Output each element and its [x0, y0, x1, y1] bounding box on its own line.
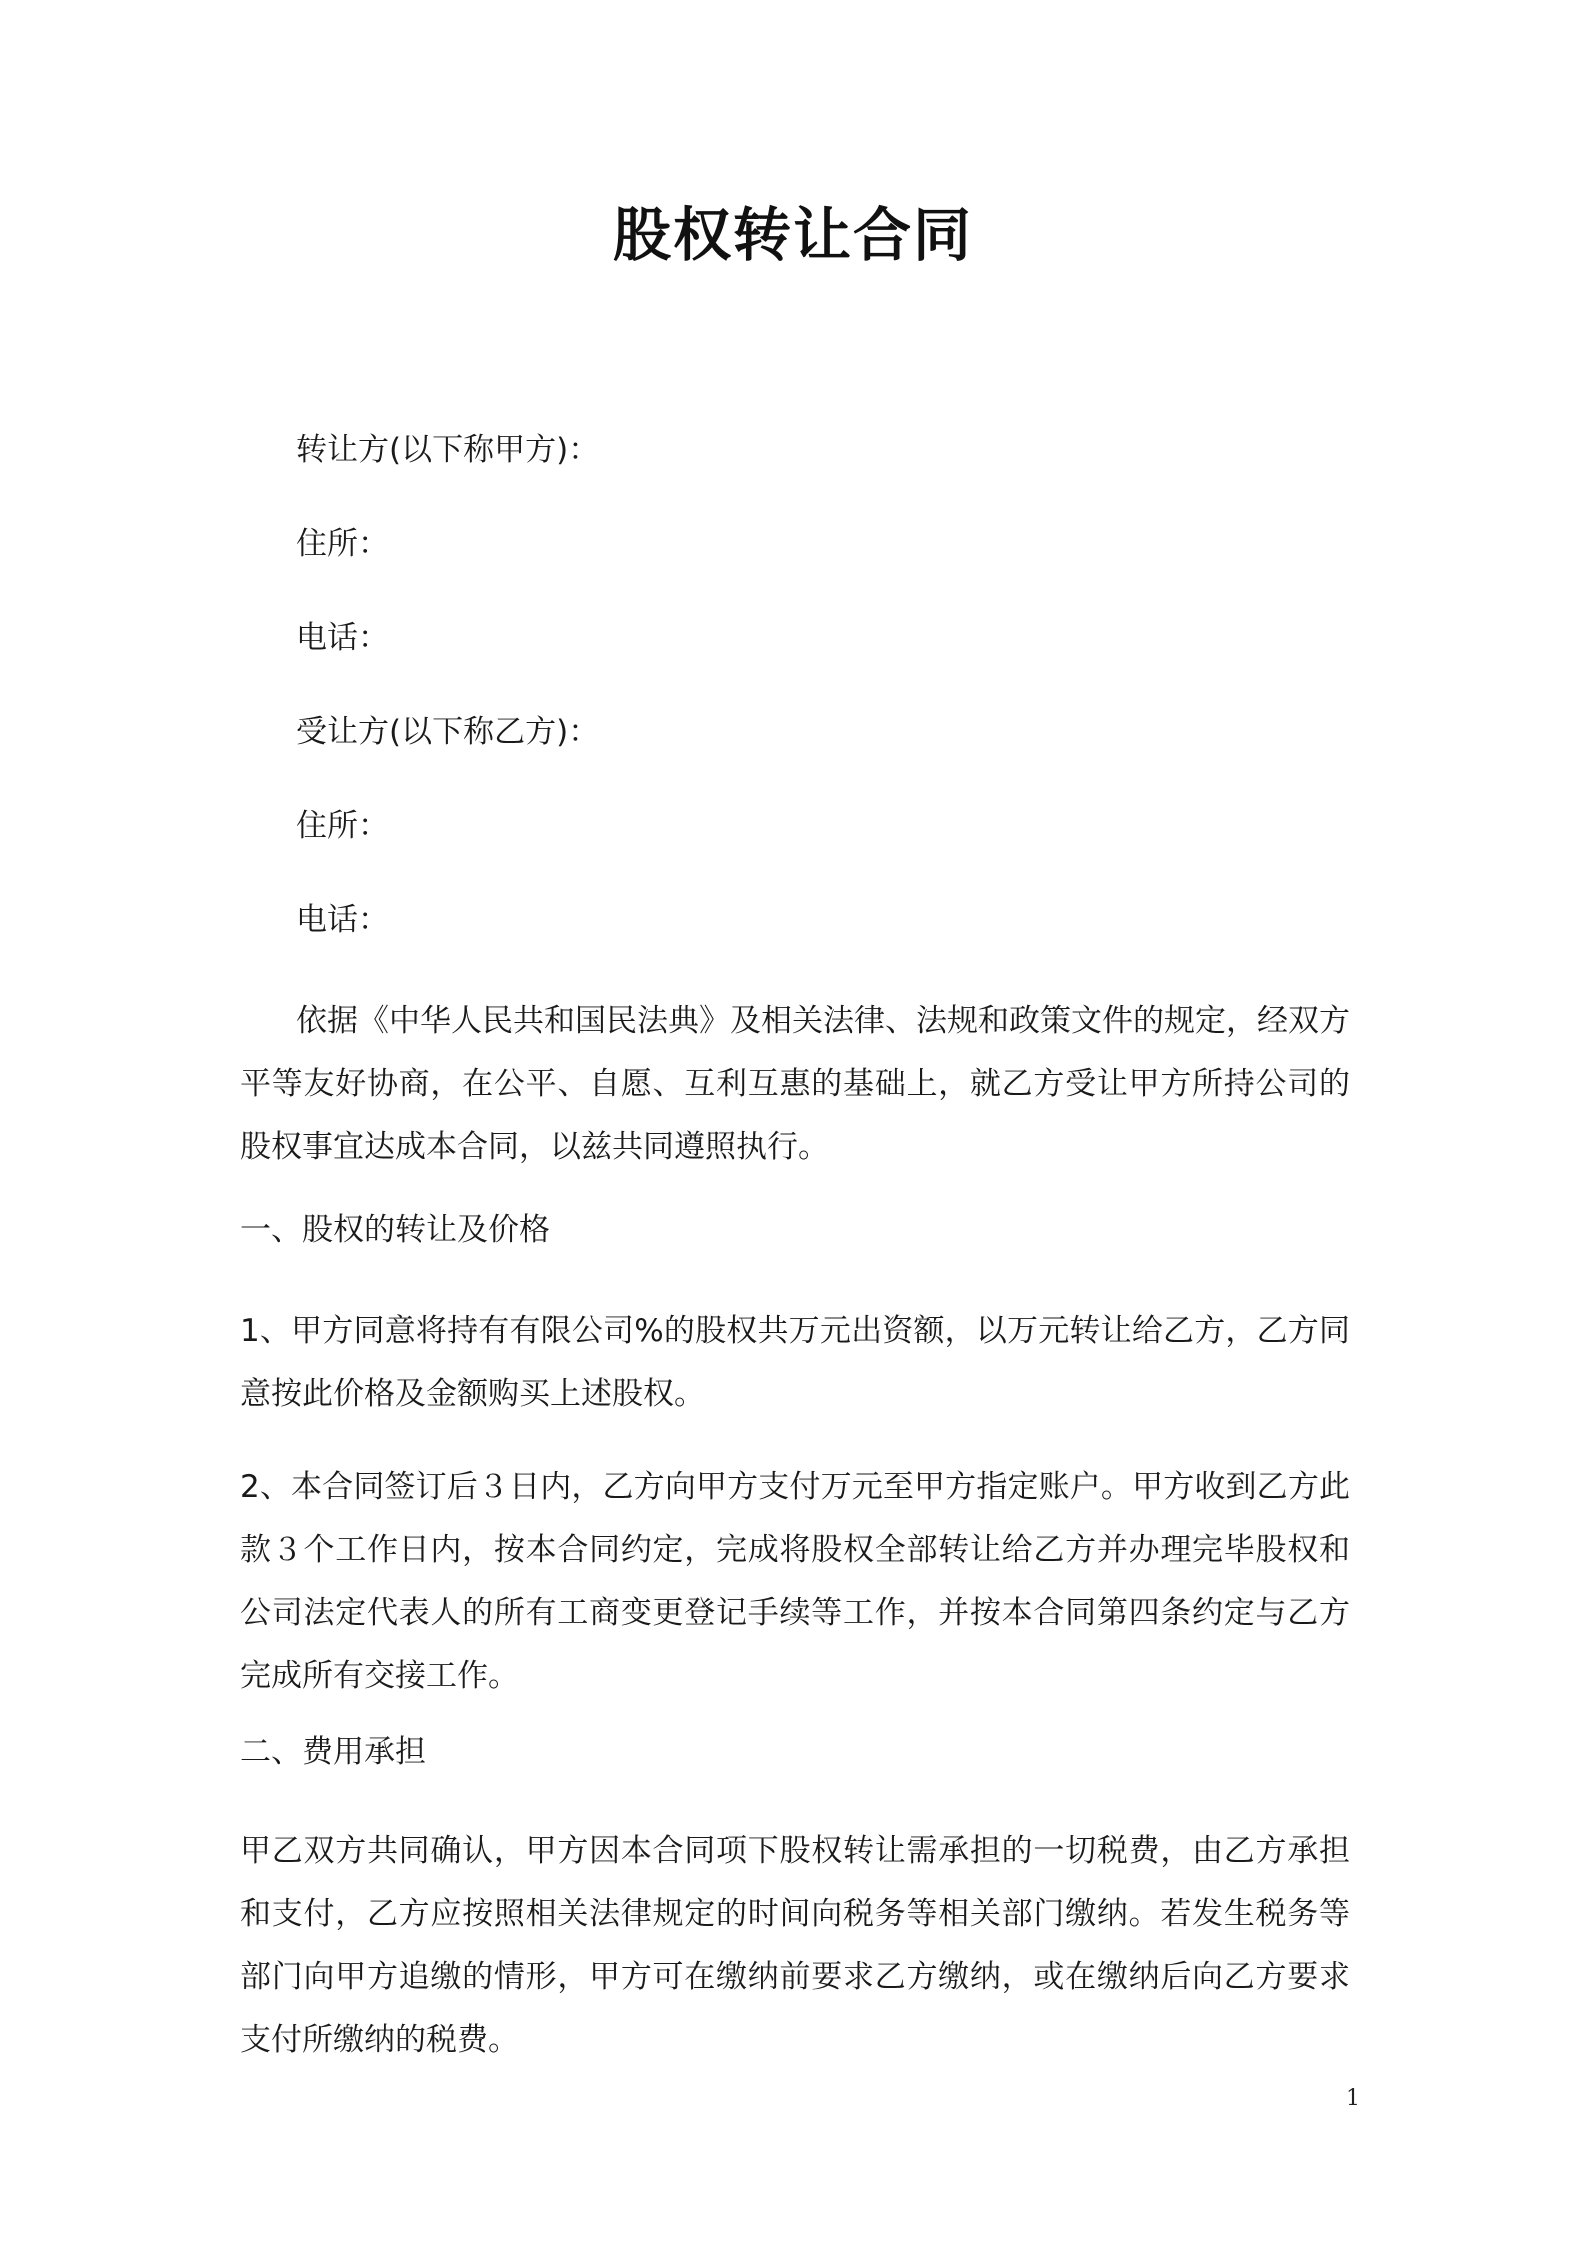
- clause-paragraph: 甲乙双方共同确认，甲方因本合同项下股权转让需承担的一切税费，由乙方承担和支付，乙方应按照相关法律规定的时间向税务等相关部门缴纳。若发生税务等部门向甲方追缴的情形，甲方可在缴纳前要求乙方缴纳，或在缴纳后向乙方要求支付所缴纳的税费。: [240, 1833, 1350, 2058]
- page-number: 1: [1346, 2086, 1360, 2111]
- transferor-label: 转让方(以下称甲方)：: [296, 432, 600, 468]
- transferee-phone-label: 电话：: [296, 902, 389, 938]
- transferor-address-label: 住所：: [296, 526, 389, 562]
- preamble-paragraph: 依据《中华人民共和国民法典》及相关法律、法规和政策文件的规定，经双方平等友好协商，在公平、自愿、互利互惠的基础上，就乙方受让甲方所持公司的股权事宜达成本合同，以兹共同遵照执行。: [240, 1003, 1350, 1165]
- transferor-phone-label: 电话：: [296, 620, 389, 656]
- clause-paragraph: 1、甲方同意将持有有限公司%的股权共万元出资额，以万元转让给乙方，乙方同意按此价格及金额购买上述股权。: [240, 1313, 1350, 1412]
- section-heading: 一、股权的转让及价格: [240, 1212, 550, 1248]
- section-heading: 二、费用承担: [240, 1734, 426, 1770]
- clause-paragraph: 2、本合同签订后３日内，乙方向甲方支付万元至甲方指定账户。甲方收到乙方此款３个工作日内，按本合同约定，完成将股权全部转让给乙方并办理完毕股权和公司法定代表人的所有工商变更登记手续等工作，并按本合同第四条约定与乙方完成所有交接工作。: [240, 1469, 1350, 1694]
- transferee-label: 受让方(以下称乙方)：: [296, 714, 600, 750]
- transferee-address-label: 住所：: [296, 808, 389, 844]
- document-title: 股权转让合同: [612, 201, 973, 269]
